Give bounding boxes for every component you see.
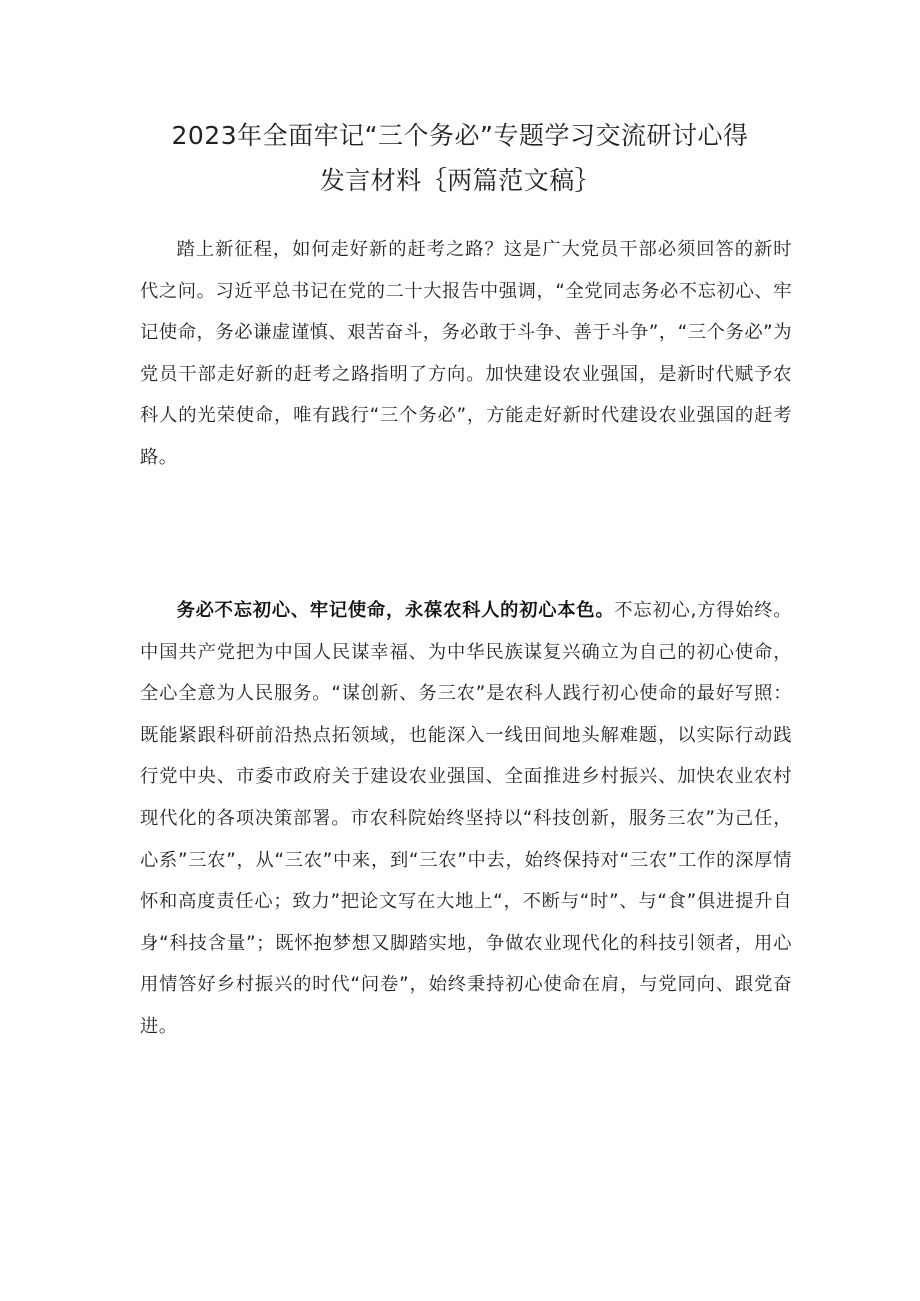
document-title bbox=[0, 113, 920, 203]
title-line-2: 发言材料｛两篇范文稿｝ bbox=[319, 166, 601, 195]
section-body: 不忘初心,方得始终。中国共产党把为中国人民谋幸福、为中华民族谋复兴确立为自己的初心使命，全心全意为人民服务。“谋创新、务三农”是农科人践行初心使命的最好写照：既能紧跟科研前沿热点拓领域，也能深入一线田间地头解难题，以实际行动践行党中央、市委市政府关于建设农业强国、全面推进乡村振兴、加快农业农村现代化的各项决策部署。市农科院始终坚持以“科技创新，服务三农”为己任，心系”三农”，从“三农”中来，到“三农”中去，始终保持对“三农”工作的深厚情怀和高度责任心；致力”把论文写在大地上“，不断与“时”、与“食”俱进提升自身“科技含量”；既怀抱梦想又脚踏实地，争做农业现代化的科技引领者，用心用情答好乡村振兴的时代“问卷”，始终秉持初心使命在肩，与党同向、跟党奋进。 bbox=[140, 600, 793, 1037]
title-line-1: 2023年全面牢记“三个务必”专题学习交流研讨心得 bbox=[171, 121, 749, 150]
paragraph-intro: 踏上新征程，如何走好新的赶考之路？这是广大党员干部必须回答的新时代之问。习近平总书记在党的二十大报告中强调，“全党同志务必不忘初心、牢记使命，务必谦虚谨慎、艰苦奋斗，务必敢于斗争、善于斗争”，“三个务必”为党员干部走好新的赶考之路指明了方向。加快建设农业强国，是新时代赋予农科人的光荣使命，唯有践行“三个务必”，方能走好新时代建设农业强国的赶考路。 bbox=[140, 239, 792, 468]
section-heading: 务必不忘初心、牢记使命，永葆农科人的初心本色。 bbox=[176, 600, 615, 621]
paragraph-section-1 bbox=[140, 590, 792, 1048]
